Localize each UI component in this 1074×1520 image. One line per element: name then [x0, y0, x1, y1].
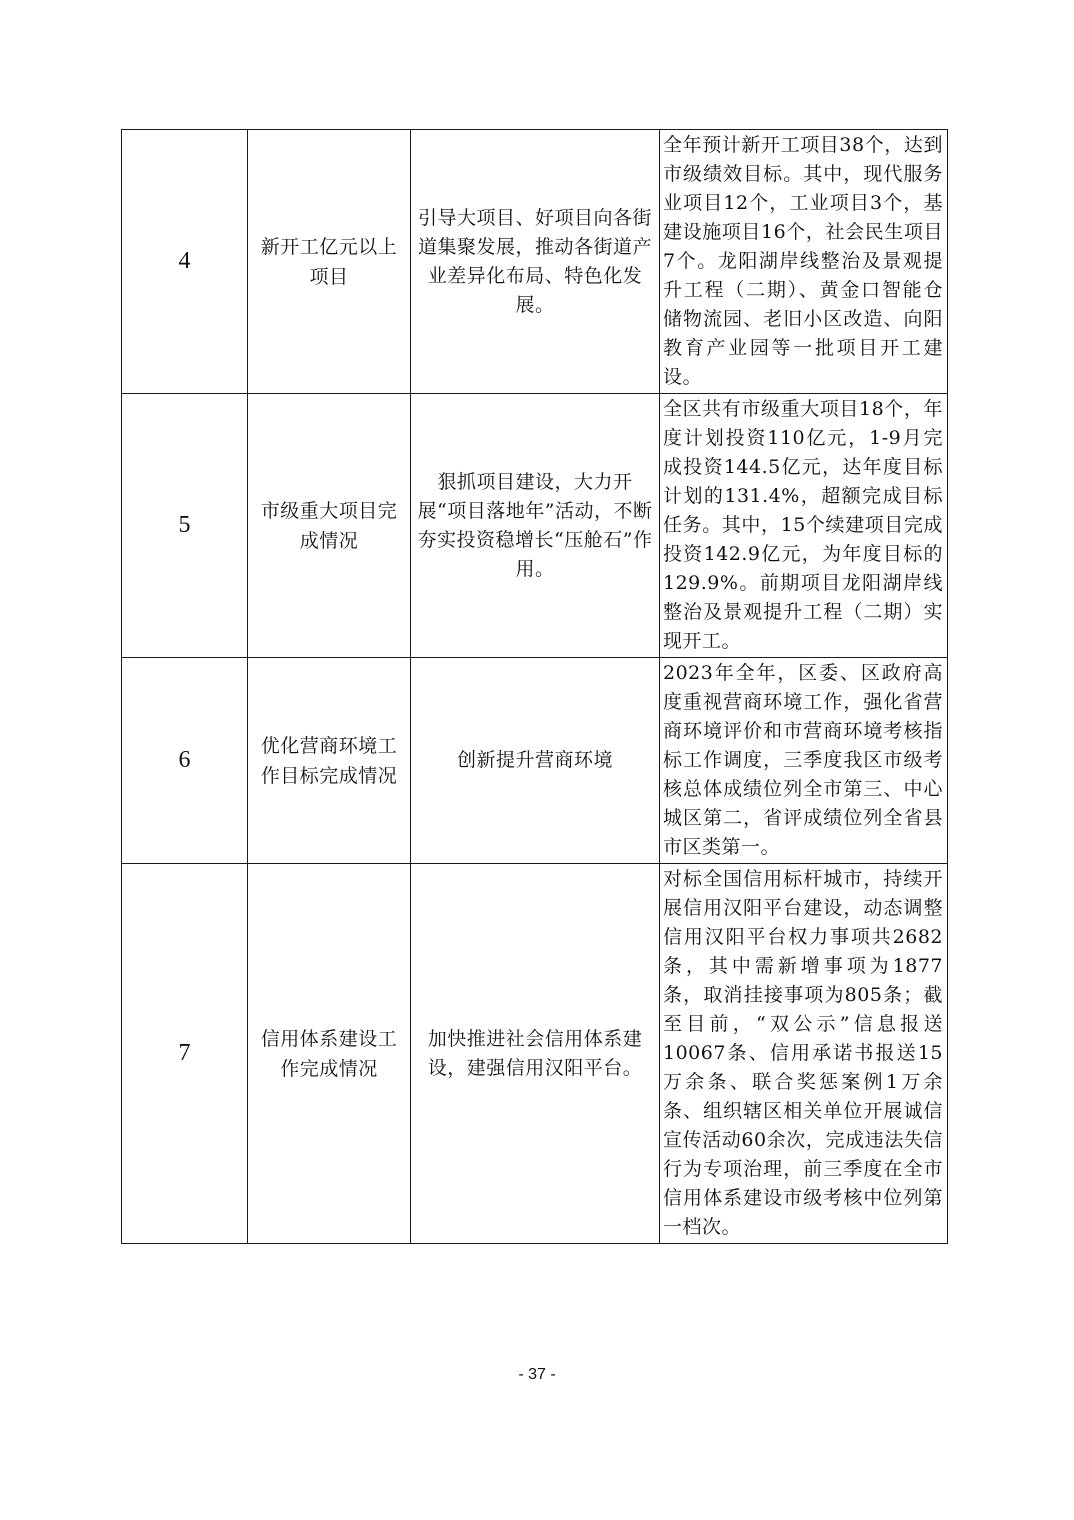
table-row: [122, 130, 948, 394]
indicator-name: 优化营商环境工作目标完成情况: [248, 658, 411, 864]
page-number: - 37 -: [518, 1366, 556, 1383]
target-description: 创新提升营商环境: [411, 658, 660, 864]
completion-result: 对标全国信用标杆城市，持续开展信用汉阳平台建设，动态调整信用汉阳平台权力事项共2682条，其中需新增事项为1877条，取消挂接事项为805条；截至目前，“双公示”信息报送10067条、信用承诺书报送15万余条、联合奖惩案例1万余条、组织辖区相关单位开展诚信宣传活动60余次，完成违法失信行为专项治理，前三季度在全市信用体系建设市级考核中位列第一档次。: [660, 864, 948, 1244]
table-row: [122, 658, 948, 864]
row-number: 6: [122, 658, 248, 864]
table-row: [122, 864, 948, 1244]
row-number: 4: [122, 130, 248, 394]
indicator-name: 市级重大项目完成情况: [248, 394, 411, 658]
completion-result: 全区共有市级重大项目18个，年度计划投资110亿元，1-9月完成投资144.5亿元，达年度目标计划的131.4%，超额完成目标任务。其中，15个续建项目完成投资142.9亿元，为年度目标的129.9%。前期项目龙阳湖岸线整治及景观提升工程（二期）实现开工。: [660, 394, 948, 658]
completion-result: 2023年全年，区委、区政府高度重视营商环境工作，强化省营商环境评价和市营商环境考核指标工作调度，三季度我区市级考核总体成绩位列全市第三、中心城区第二，省评成绩位列全省县市区类第一。: [660, 658, 948, 864]
table-row: [122, 394, 948, 658]
indicator-name: 新开工亿元以上项目: [248, 130, 411, 394]
indicator-name: 信用体系建设工作完成情况: [248, 864, 411, 1244]
target-description: 狠抓项目建设，大力开展“项目落地年”活动，不断夯实投资稳增长“压舱石”作用。: [411, 394, 660, 658]
row-number: 5: [122, 394, 248, 658]
target-description: 引导大项目、好项目向各街道集聚发展，推动各街道产业差异化布局、特色化发展。: [411, 130, 660, 394]
target-description: 加快推进社会信用体系建设，建强信用汉阳平台。: [411, 864, 660, 1244]
row-number: 7: [122, 864, 248, 1244]
performance-table: [121, 129, 948, 1244]
completion-result: 全年预计新开工项目38个，达到市级绩效目标。其中，现代服务业项目12个，工业项目3个，基建设施项目16个，社会民生项目7个。龙阳湖岸线整治及景观提升工程（二期）、黄金口智能仓储物流园、老旧小区改造、向阳教育产业园等一批项目开工建设。: [660, 130, 948, 394]
